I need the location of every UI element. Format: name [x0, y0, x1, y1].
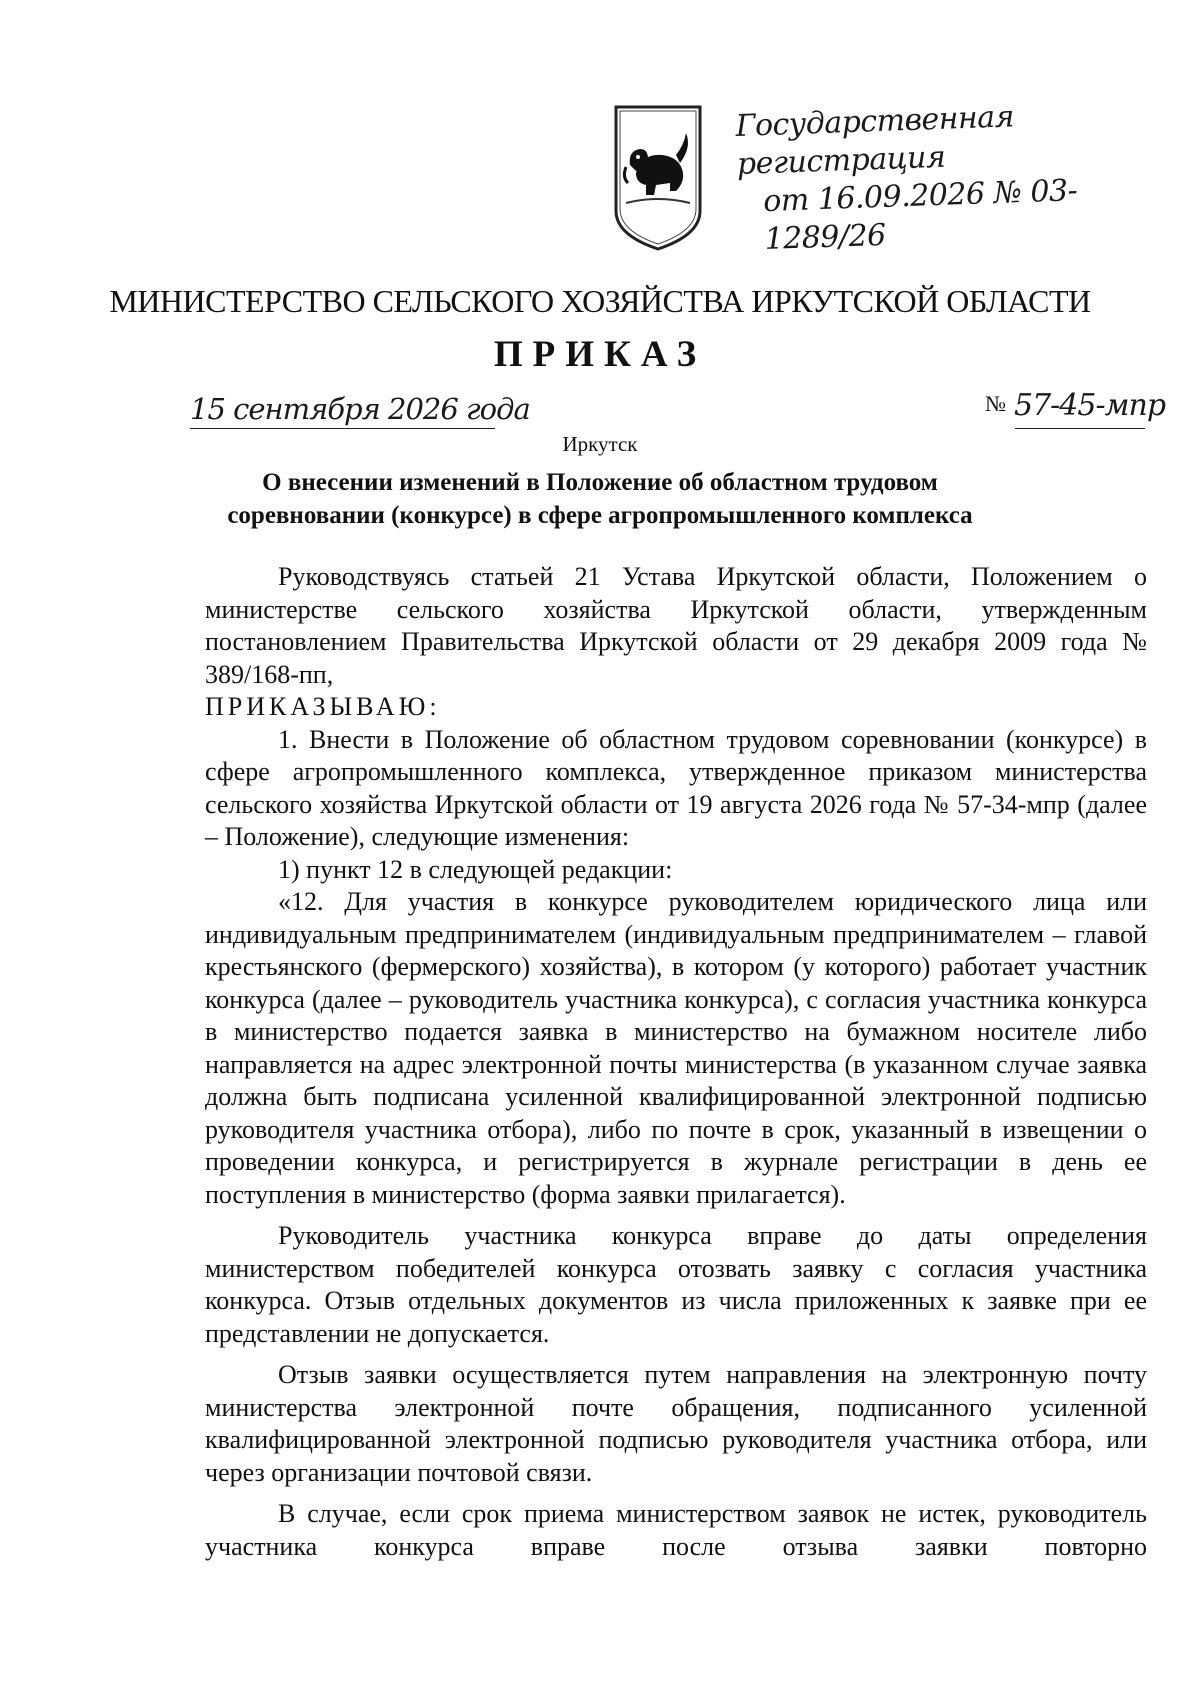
registration-line-1: Государственная регистрация	[735, 99, 1015, 182]
registration-note	[735, 93, 1180, 260]
coat-of-arms-emblem	[612, 103, 704, 253]
order-word	[205, 691, 1147, 724]
date-underline	[190, 428, 495, 429]
title-line-2: соревновании (конкурсе) в сфере агропромышленного комплекса	[227, 502, 973, 529]
document-type: ПРИКАЗ	[493, 334, 707, 375]
city: Иркутск	[562, 432, 638, 456]
ministry-name: МИНИСТЕРСТВО СЕЛЬСКОГО ХОЗЯЙСТВА ИРКУТСКОЙ ОБЛАСТИ	[109, 283, 1091, 319]
paragraph-clause-12: «12. Для участия в конкурсе руководителем юридического лица или индивидуальным предпринимателем (индивидуальным предпринимателем – главой крестьянского (фермерского) хозяйства), в котором (у которого) работает участник конкурса (далее – руководитель участника конкурса), с согласия участника конкурса в министерство подается заявка в министерство на бумажном носителе либо направляется на адрес электронной почты министерства (в указанном случае заявка должна быть подписана усиленной квалифицированной электронной подписью руководителя участника отбора), либо по почте в срок, указанный в извещении о проведении конкурса, и регистрируется в журнале регистрации в день ее поступления в министерство (форма заявки прилагается).	[205, 887, 1147, 1209]
number-sign: №	[985, 391, 1006, 416]
registration-line-2: от 16.09.2026 № 03-1289/26	[762, 173, 1078, 258]
order-number-block	[985, 388, 1165, 423]
paragraph-item-1: 1. Внести в Положение об областном трудовом соревновании (конкурсе) в сфере агропромышленного комплекса, утвержденное приказом министерства сельского хозяйства Иркутской области от 19 августа 2026 года № 57-34-мпр (далее – Положение), следующие изменения:	[205, 724, 1147, 851]
paragraph-withdraw-right: Руководитель участника конкурса вправе до даты определения министерством победителей конкурса отозвать заявку с согласия участника конкурса. Отзыв отдельных документов из числа приложенных к заявке при ее представлении не допускается.	[205, 1221, 1147, 1348]
order-word-text: ПРИКАЗЫВАЮ:	[205, 692, 441, 721]
paragraph-preamble: Руководствуясь статьей 21 Устава Иркутской области, Положением о министерстве сельского хозяйства Иркутской области, утвержденным постановлением Правительства Иркутской области от 29 декабря 2009 года № 389/168-пп,	[205, 562, 1147, 689]
paragraph-resubmit: В случае, если срок приема министерством заявок не истек, руководитель участника конкурса вправе после отзыва заявки повторно	[205, 1499, 1147, 1561]
title-line-1: О внесении изменений в Положение об областном трудовом	[262, 469, 938, 496]
document-body	[205, 561, 1147, 1563]
order-number: 57-45-мпр	[1014, 388, 1166, 423]
number-underline	[1015, 428, 1145, 429]
document-title	[200, 466, 1000, 532]
paragraph-subitem-1: 1) пункт 12 в следующей редакции:	[278, 854, 673, 884]
order-date: 15 сентября 2026 года	[190, 392, 530, 426]
paragraph-withdraw-method: Отзыв заявки осуществляется путем направления на электронную почту министерства электронной почте обращения, подписанного усиленной квалифицированной электронной подписью руководителя участника отбора, или через организации почтовой связи.	[205, 1360, 1147, 1487]
